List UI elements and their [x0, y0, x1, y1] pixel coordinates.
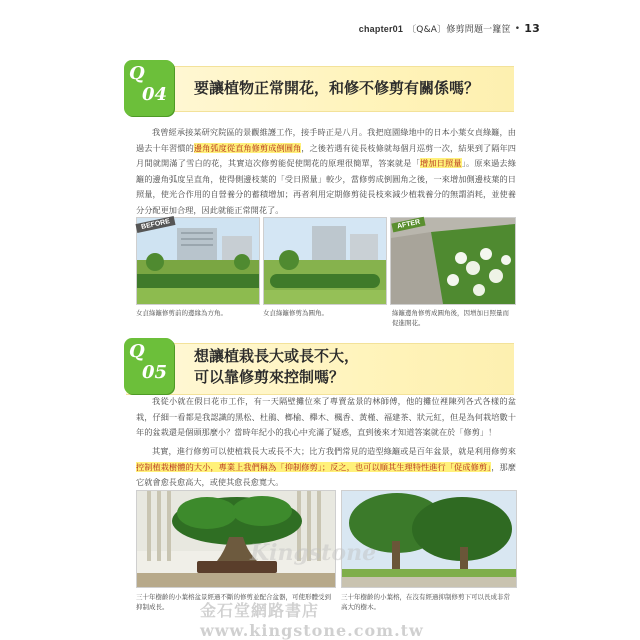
hedge-after-image — [391, 218, 515, 304]
body-text-segment: ，那麼它就會愈長愈高大，或使其愈長愈寬大。 — [136, 461, 516, 487]
watermark-text: 金石堂網路書店 www.kingstone.com.tw — [200, 601, 424, 640]
q04-badge-number: 04 — [142, 84, 168, 105]
section-label: 〔Q&A〕修剪問題一籮筐 — [407, 25, 511, 35]
highlighted-text: 邊角弧度從直角修剪成倒圓角 — [193, 142, 302, 153]
q04-photo-before — [136, 217, 260, 305]
q04-photo-after — [390, 217, 516, 305]
q04-badge-q: Q — [129, 63, 145, 84]
page-separator: • — [514, 23, 521, 34]
body-text-segment: ，之後若遇有徒長枝條就每個月巡剪一次，結果到了隔年四月間就開滿了雪白的花，其實這次修剪能促使開花的原理很簡單，答案就是「 — [136, 142, 516, 168]
q05-badge-number: 05 — [142, 362, 168, 383]
q05-badge-q: Q — [129, 341, 145, 362]
q05-caption-big-tree: 三十年樹齡的小葉榕，在沒有經過抑制修剪下可以長成非常高大的樹木。 — [341, 593, 510, 611]
hedge-trimmed-image — [264, 218, 386, 304]
q05-photo-bonsai — [136, 490, 336, 588]
highlighted-text: 增加日照量 — [420, 158, 462, 168]
q05-body-text-1: 我從小就在假日花市工作，有一天隔壁攤位來了專賣盆景的林師傅，他的攤位裡陳列各式各樣的盆栽，仔細一看都是我認識的黑松、杜鵑、榔榆、櫸木、楓香、黃槿、福建茶、狀元紅，但是為何栽培數十年的盆栽還是個頭那麼小？當時年紀小的我心中充滿了疑惑，直到後來才知道答案就在於「修剪」！ — [136, 396, 516, 437]
hedge-before-image — [137, 218, 259, 304]
q05-title-line1: 想讓植栽長大或長不大， — [194, 347, 360, 365]
q04-badge — [124, 60, 174, 116]
highlighted-text: 控制植栽樹體的大小，專業上我們稱為「抑制修剪」；反之，也可以順其生理特性進行「促成修剪」 — [136, 461, 492, 472]
body-text-segment: 其實，進行修剪可以使植栽長大或長不大；比方我們常見的造型綠籬或是百年盆景，就是利用修剪來 — [152, 446, 516, 456]
q04-question-title: 要讓植物正常開花，和修不修剪有關係嗎？ — [194, 79, 480, 97]
q05-badge — [124, 338, 174, 394]
q04-photo-trimmed — [263, 217, 387, 305]
q05-title-line2: 可以靠修剪來控制嗎？ — [194, 368, 345, 386]
watermark-brand: Kingstone — [250, 540, 377, 566]
running-header — [359, 22, 540, 35]
q04-body-text — [136, 125, 516, 218]
large-tree-image — [342, 491, 516, 587]
q04-caption-before: 女貞綠籬修剪前的邊緣為方角。 — [136, 309, 227, 317]
q05-body-text-2 — [136, 444, 516, 491]
body-text-segment: 我曾經承接某研究院區的景觀維護工作，接手時正是八月。我把庭園綠地中的日本小葉女貞綠籬，由過去十年習慣的 — [136, 127, 516, 153]
bonsai-image — [137, 491, 335, 587]
q04-caption-after: 綠籬邊角修剪成圓角後，因增加日照量而促進開花。 — [392, 309, 509, 327]
body-text-segment: 」。原來過去綠籬的邊角弧度呈直角，使得側邊枝葉的「受日照量」較少，當修剪成倒圓角之後，一來增加側邊枝葉的日照量，使光合作用的自營養分的蓄積增加；再者利用定期修剪徒長枝來減少植栽養分的無謂消耗，並使養分分配更加合理，因此就能正常開花了。 — [136, 158, 516, 215]
after-tag: AFTER — [391, 217, 425, 233]
chapter-label: chapter01 — [358, 23, 404, 34]
before-tag: BEFORE — [135, 216, 175, 233]
page-number: 13 — [524, 22, 540, 35]
q05-photo-big-tree — [341, 490, 517, 588]
q05-question-title — [194, 346, 359, 388]
q05-caption-bonsai: 三十年樹齡的小葉榕盆景經過不斷的修剪並配合盆器，可使形體受到抑制成長。 — [136, 593, 331, 611]
q04-caption-trimmed: 女貞綠籬修剪為圓角。 — [263, 309, 328, 317]
